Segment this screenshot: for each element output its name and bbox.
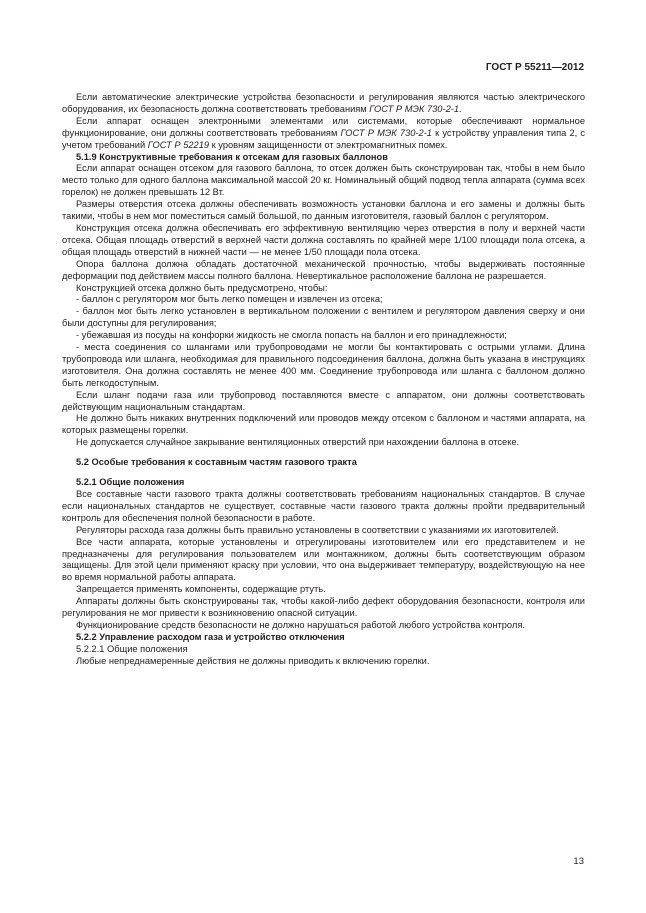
paragraph <box>62 413 585 437</box>
paragraph <box>62 294 585 306</box>
paragraph-text: Опора баллона должна обладать достаточной механической прочностью, чтобы выдерживать постоянные деформации под действием массы полного баллона. Невертикальное расположение баллона не разрешается. <box>62 258 585 281</box>
paragraph-text: Функционирование средств безопасности не должно нарушаться работой любого устройства контроля. <box>76 619 525 630</box>
paragraph <box>62 644 585 656</box>
paragraph <box>62 656 585 668</box>
section-heading <box>62 477 585 489</box>
paragraph <box>62 584 585 596</box>
paragraph-text: Конструкция отсека должна обеспечивать его эффективную вентиляцию через отверстия в полу и верхней части отсека. Общая площадь отверстий в верхней части должна составлять по крайней мере 1/100 площади пола отсека, а общая площадь отверстий в нижней части — не менее 1/50 площади пола отсека. <box>62 222 585 257</box>
standard-reference: ГОСТ Р 52219 <box>147 139 210 150</box>
paragraph-text: Если аппарат оснащен отсеком для газового баллона, то отсек должен быть сконструирован так, чтобы в нем было место только для одного баллона максимальной массой 20 кг. Номинальный общий подвод тепла аппарата (сумма всех горелок) не должен превышать 12 Вт. <box>62 163 585 198</box>
paragraph-text: Регуляторы расхода газа должны быть правильно установлены в соответствии с указаниями их изготовителей. <box>76 524 559 535</box>
paragraph-text: Аппараты должны быть сконструированы так, чтобы какой-либо дефект оборудования безопасности, контроля или регулирования не мог привести к возникновению опасной ситуации. <box>62 596 585 619</box>
paragraph <box>62 330 585 342</box>
paragraph-text: Если аппарат оснащен электронными элементами или системами, которые обеспечивают нормальное функционирование, они должны соответствовать требованиям <box>62 115 585 138</box>
paragraph <box>62 163 585 199</box>
paragraph <box>62 259 585 283</box>
paragraph-text: Любые непреднамеренные действия не должны приводить к включению горелки. <box>76 655 430 666</box>
standard-reference: ГОСТ Р МЭК 730-2-1 <box>369 103 460 114</box>
paragraph-text: 5.2.1 Общие положения <box>76 477 185 488</box>
paragraph <box>62 620 585 632</box>
paragraph <box>62 342 585 390</box>
paragraph <box>62 223 585 259</box>
paragraph <box>62 199 585 223</box>
paragraph-text: Если автоматические электрические устройства безопасности и регулирования являются частью электрического оборудования, их безопасность должна соответствовать требованиям <box>62 92 585 114</box>
paragraph-text: к уровням защищенности от электромагнитных помех. <box>209 139 448 150</box>
paragraph-text: Не должно быть никаких внутренних подключений или проводов между отсеком с баллоном и частями аппарата, на которых размещены горелки. <box>62 413 585 436</box>
paragraph-text: Все части аппарата, которые установлены и отрегулированы изготовителем или его представителем и не предназначены для регулирования пользователем или монтажником, должны быть соответствующим образом защищены. Для этой цели применяют краску при условии, что она выдерживает температуру, воздействующую на нее во время нормальной работы аппарата. <box>62 536 585 583</box>
paragraph-text: к устройству управления типа 2, с учетом требований <box>62 127 585 150</box>
paragraph-text: - баллон мог быть легко установлен в вертикальном положении с вентилем и регулятором давления сверху и они были доступны для регулирования; <box>62 306 585 329</box>
paragraph <box>62 283 585 295</box>
paragraph <box>62 116 585 152</box>
paragraph <box>62 537 585 585</box>
paragraph-text: Все составные части газового тракта должны соответствовать требованиям национальных стандартов. В случае если национальных стандартов не существует, составные части газового тракта должны пройти предварительный контроль для обеспечения полной безопасности в работе. <box>62 489 585 523</box>
paragraph-text: Запрещается применять компоненты, содержащие ртуть. <box>76 584 326 595</box>
section-heading <box>62 632 585 644</box>
paragraph-text: - убежавшая из посуды на конфорки жидкость не смогла попасть на баллон и его принадлежности; <box>76 330 507 341</box>
paragraph <box>62 92 585 116</box>
paragraph <box>62 306 585 330</box>
paragraph-text: 5.1.9 Конструктивные требования к отсекам для газовых баллонов <box>76 151 388 162</box>
standard-reference: ГОСТ Р МЭК 730-2-1 <box>340 127 432 138</box>
paragraph-text: 5.2.2 Управление расходом газа и устройство отключения <box>76 631 345 642</box>
paragraph-text: . <box>459 103 462 114</box>
document-header: ГОСТ Р 55211—2012 <box>485 62 584 73</box>
paragraph <box>62 437 585 449</box>
paragraph-text: - баллон с регулятором мог быть легко помещен и извлечен из отсека; <box>76 294 383 305</box>
paragraph-text: Размеры отверстия отсека должны обеспечивать возможность установки баллона и его замены и должны быть такими, чтобы в нем мог поместиться самый большой, по данным изготовителя, газовый баллон с регулятором. <box>62 199 585 222</box>
paragraph <box>62 596 585 620</box>
paragraph <box>62 525 585 537</box>
paragraph-text: Если шланг подачи газа или трубопровод поставляются вместе с аппаратом, они должны соответствовать действующим национальным стандартам. <box>62 389 585 412</box>
paragraph-text: 5.2.2.1 Общие положения <box>76 643 188 654</box>
paragraph-text: Конструкцией отсека должно быть предусмотрено, чтобы: <box>76 282 328 293</box>
document-body <box>62 92 585 668</box>
paragraph-text: Не допускается случайное закрывание вентиляционных отверстий при нахождении баллона в отсеке. <box>76 437 520 448</box>
paragraph-text: - места соединения со шлангами или трубопроводами не могли бы контактировать с острыми углами. Длина трубопровода или шланга, необходимая для правильного подсоединения баллона, должна быть указана в инструкциях изготовителя. Она должна составлять не менее 400 мм. Соединение трубопровода или шланга с баллоном должно быть легкодоступным. <box>62 342 585 388</box>
paragraph <box>62 390 585 414</box>
section-heading <box>62 152 585 164</box>
section-heading <box>62 457 585 469</box>
page-number: 13 <box>573 856 584 867</box>
paragraph-text: 5.2 Особые требования к составным частям газового тракта <box>76 457 357 468</box>
paragraph <box>62 489 585 525</box>
